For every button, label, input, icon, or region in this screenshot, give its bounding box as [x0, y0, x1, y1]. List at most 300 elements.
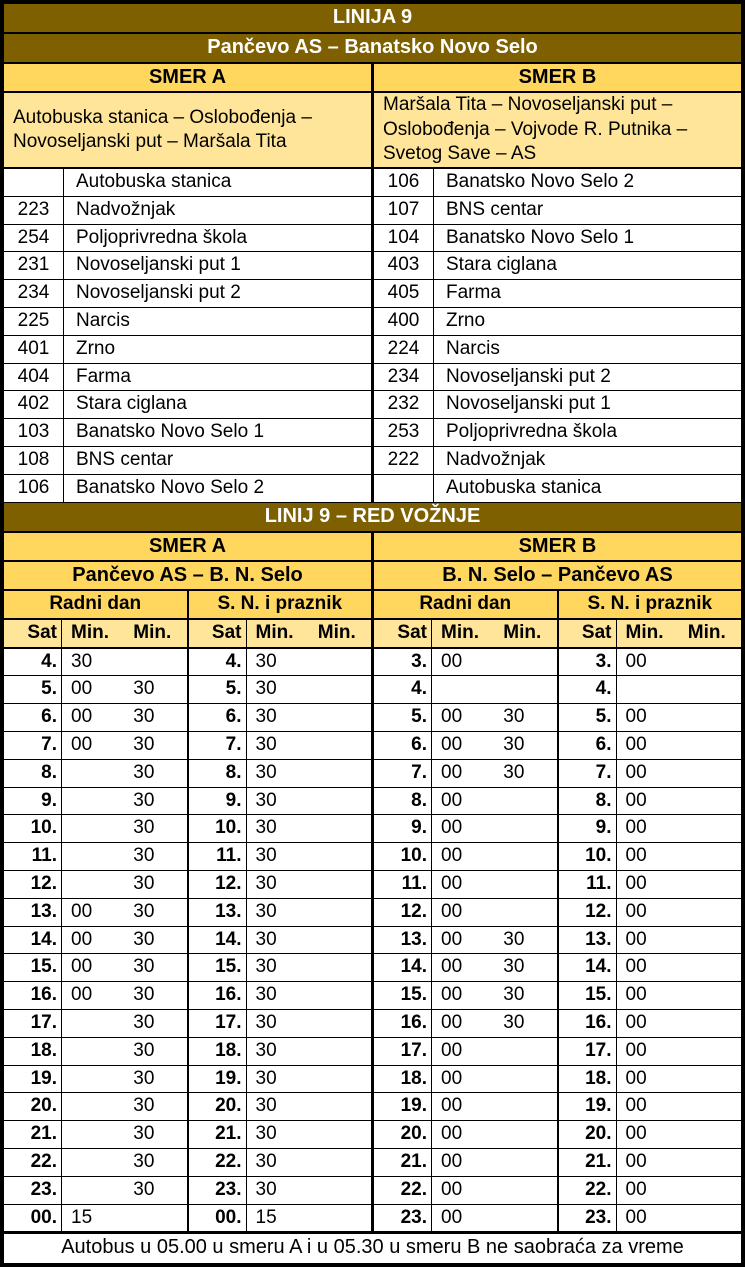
hour-cell: 17. — [4, 1010, 62, 1037]
station-code: 405 — [374, 280, 434, 307]
minute-value: 00 — [625, 1011, 647, 1033]
hour-cell: 16. — [4, 982, 62, 1009]
smer-a-header: SMER A — [148, 66, 227, 88]
minutes-cell — [62, 732, 187, 759]
hour-cell: 8. — [189, 760, 247, 787]
station-name: Banatsko Novo Selo 2 — [446, 171, 635, 192]
minute-value: 00 — [441, 1039, 463, 1061]
hour-cell: 5. — [559, 704, 617, 731]
minute-value: 30 — [133, 733, 155, 755]
minute-column-headers — [62, 620, 187, 647]
hour-cell: 11. — [4, 843, 62, 870]
station-smer-a — [4, 391, 371, 418]
minute-column-header: Min. — [317, 621, 356, 643]
station-code — [4, 169, 64, 196]
minute-value — [679, 760, 741, 787]
time-quadrant — [4, 676, 187, 703]
minute-value: 30 — [503, 928, 525, 950]
station-code: 234 — [374, 364, 434, 391]
minute-value — [62, 815, 124, 842]
minute-value: 30 — [255, 845, 277, 867]
time-quadrant — [371, 1149, 557, 1176]
minute-value: 30 — [133, 1123, 155, 1145]
hour-cell: 19. — [189, 1066, 247, 1093]
minutes-cell — [247, 788, 372, 815]
station-code: 225 — [4, 308, 64, 335]
time-quadrant — [4, 649, 187, 676]
hour-cell: 16. — [374, 1010, 432, 1037]
time-quadrant — [557, 899, 742, 926]
station-row — [4, 252, 741, 280]
minutes-cell — [62, 899, 187, 926]
station-smer-a — [4, 336, 371, 363]
minute-value: 00 — [441, 845, 463, 867]
minutes-cell — [432, 954, 557, 981]
time-quadrant — [371, 704, 557, 731]
minutes-cell — [247, 760, 372, 787]
minute-value: 30 — [133, 706, 155, 728]
minute-value — [62, 1093, 124, 1120]
station-row — [4, 169, 741, 197]
minute-value — [309, 788, 371, 815]
minutes-cell — [62, 649, 187, 676]
minutes-cell — [432, 649, 557, 676]
minute-value — [494, 871, 556, 898]
minute-value — [309, 1121, 371, 1148]
minute-value: 30 — [133, 872, 155, 894]
hour-cell: 8. — [559, 788, 617, 815]
minute-value: 00 — [625, 733, 647, 755]
station-smer-b — [371, 308, 741, 335]
minute-value: 30 — [255, 1039, 277, 1061]
hour-cell: 6. — [4, 704, 62, 731]
time-quadrant — [187, 899, 372, 926]
minute-value: 00 — [71, 706, 93, 728]
minutes-cell — [62, 1066, 187, 1093]
station-row — [4, 475, 741, 503]
minute-value: 30 — [255, 928, 277, 950]
time-quadrant — [187, 1093, 372, 1120]
time-quadrant — [371, 1066, 557, 1093]
timetable-row — [4, 649, 741, 677]
day-type-header-row — [4, 591, 741, 620]
hour-column-header: Sat — [189, 620, 247, 647]
station-row — [4, 197, 741, 225]
minute-value — [309, 1093, 371, 1120]
minutes-cell — [62, 1205, 187, 1232]
time-quadrant — [557, 843, 742, 870]
minutes-cell — [432, 1177, 557, 1204]
minutes-cell — [62, 982, 187, 1009]
minutes-cell — [617, 871, 742, 898]
minutes-cell — [432, 760, 557, 787]
minute-value — [679, 982, 741, 1009]
minute-value — [494, 649, 556, 676]
station-row — [4, 280, 741, 308]
time-quadrant — [187, 676, 372, 703]
time-quadrant — [4, 760, 187, 787]
minute-value: 30 — [133, 845, 155, 867]
time-quadrant — [557, 1093, 742, 1120]
schedule-direction-header-row — [4, 533, 741, 562]
minute-value — [679, 1205, 741, 1232]
minutes-cell — [617, 788, 742, 815]
hour-cell: 14. — [559, 954, 617, 981]
minute-value — [679, 815, 741, 842]
hour-cell: 3. — [559, 649, 617, 676]
station-name: Stara ciglana — [76, 393, 187, 415]
timetable-row — [4, 704, 741, 732]
time-quadrant — [557, 927, 742, 954]
time-quadrant — [187, 760, 372, 787]
day-type-workday-b: Radni dan — [371, 591, 557, 618]
hour-cell: 17. — [374, 1038, 432, 1065]
station-code: 224 — [374, 336, 434, 363]
hour-cell: 4. — [374, 676, 432, 703]
time-quadrant — [187, 954, 372, 981]
day-type-holiday-b: S. N. i praznik — [557, 591, 742, 618]
minute-value — [679, 1093, 741, 1120]
minutes-cell — [432, 1093, 557, 1120]
schedule-smer-a-route: Pančevo AS – B. N. Selo — [72, 563, 303, 586]
hour-cell: 12. — [374, 899, 432, 926]
minute-value: 00 — [441, 706, 463, 728]
time-quadrant — [557, 649, 742, 676]
minute-value — [679, 927, 741, 954]
hour-cell: 15. — [374, 982, 432, 1009]
minute-value: 00 — [441, 1095, 463, 1117]
minute-value: 00 — [625, 650, 647, 672]
minutes-cell — [432, 1066, 557, 1093]
station-name: Poljoprivredna škola — [446, 421, 618, 443]
minute-value — [309, 704, 371, 731]
minute-value: 00 — [71, 678, 93, 700]
minute-value — [309, 843, 371, 870]
header-quadrant-a-workday — [4, 620, 187, 647]
time-quadrant — [4, 1010, 187, 1037]
minutes-cell — [432, 1205, 557, 1232]
hour-cell: 3. — [374, 649, 432, 676]
time-quadrant — [4, 1149, 187, 1176]
time-quadrant — [4, 871, 187, 898]
minute-value — [494, 1121, 556, 1148]
station-smer-a — [4, 419, 371, 446]
minutes-cell — [247, 871, 372, 898]
timetable-row — [4, 1121, 741, 1149]
minute-value: 30 — [133, 900, 155, 922]
minute-value: 30 — [133, 956, 155, 978]
minute-value: 00 — [625, 956, 647, 978]
direction-header-row — [4, 64, 741, 93]
station-smer-b — [371, 197, 741, 224]
minutes-cell — [62, 871, 187, 898]
station-smer-b — [371, 169, 741, 196]
minutes-cell — [247, 676, 372, 703]
hour-cell: 5. — [189, 676, 247, 703]
minutes-cell — [617, 1093, 742, 1120]
footer-note: Autobus u 05.00 u smeru A i u 05.30 u smeru B ne saobraća za vreme — [4, 1232, 741, 1262]
minute-value — [494, 1205, 556, 1232]
station-smer-a — [4, 280, 371, 307]
hour-cell: 11. — [559, 871, 617, 898]
header-quadrant-b-holiday — [557, 620, 742, 647]
minutes-cell — [62, 704, 187, 731]
hour-cell: 4. — [4, 649, 62, 676]
minute-value — [679, 1177, 741, 1204]
smer-a-route-description: Autobuska stanica – Oslobođenja – Novoseljanski put – Maršala Tita — [13, 106, 312, 152]
time-quadrant — [371, 899, 557, 926]
minute-column-header: Min. — [255, 621, 294, 643]
minutes-cell — [432, 788, 557, 815]
station-name: Autobuska stanica — [76, 171, 232, 192]
minute-value: 30 — [255, 733, 277, 755]
time-quadrant — [557, 871, 742, 898]
minute-value: 00 — [441, 956, 463, 978]
station-smer-b — [371, 391, 741, 418]
time-quadrant — [371, 1010, 557, 1037]
minutes-cell — [617, 982, 742, 1009]
time-quadrant — [187, 788, 372, 815]
time-quadrant — [557, 982, 742, 1009]
timetable-row — [4, 843, 741, 871]
minute-value: 15 — [255, 1206, 277, 1228]
hour-cell: 18. — [189, 1038, 247, 1065]
timetable-row — [4, 982, 741, 1010]
station-name: Novoseljanski put 2 — [446, 365, 611, 387]
time-quadrant — [557, 954, 742, 981]
minute-value: 30 — [255, 789, 277, 811]
minute-value — [309, 871, 371, 898]
hour-cell: 21. — [374, 1149, 432, 1176]
day-type-workday-a: Radni dan — [49, 592, 142, 614]
minute-column-header: Min. — [133, 621, 172, 643]
minute-value: 00 — [625, 872, 647, 894]
time-quadrant — [187, 843, 372, 870]
station-smer-a — [4, 308, 371, 335]
minute-value: 30 — [255, 650, 277, 672]
station-code: 234 — [4, 280, 64, 307]
timetable-row — [4, 899, 741, 927]
hour-cell: 16. — [559, 1010, 617, 1037]
station-name: Farma — [76, 365, 131, 387]
hour-cell: 13. — [189, 899, 247, 926]
hour-cell: 13. — [374, 927, 432, 954]
minutes-cell — [247, 1038, 372, 1065]
schedule-smer-b-route: B. N. Selo – Pančevo AS — [371, 562, 741, 589]
time-quadrant — [557, 1038, 742, 1065]
time-quadrant — [371, 871, 557, 898]
station-code: 404 — [4, 364, 64, 391]
time-quadrant — [187, 1205, 372, 1232]
minutes-cell — [617, 1010, 742, 1037]
hour-cell: 8. — [374, 788, 432, 815]
minute-value: 00 — [625, 1150, 647, 1172]
time-quadrant — [187, 927, 372, 954]
minute-value: 00 — [625, 984, 647, 1006]
time-quadrant — [371, 760, 557, 787]
minute-value: 30 — [255, 956, 277, 978]
station-row — [4, 225, 741, 253]
time-quadrant — [187, 815, 372, 842]
hour-cell: 12. — [189, 871, 247, 898]
station-code: 107 — [374, 197, 434, 224]
minute-value: 00 — [441, 761, 463, 783]
minute-column-headers — [617, 620, 742, 647]
minutes-cell — [247, 1205, 372, 1232]
minutes-cell — [247, 927, 372, 954]
time-quadrant — [557, 732, 742, 759]
minute-value: 00 — [625, 1067, 647, 1089]
time-quadrant — [187, 871, 372, 898]
minutes-cell — [432, 704, 557, 731]
minute-value: 30 — [255, 817, 277, 839]
station-smer-b — [371, 419, 741, 446]
minute-value: 00 — [441, 1206, 463, 1228]
minute-value: 30 — [255, 761, 277, 783]
minutes-cell — [617, 1038, 742, 1065]
hour-cell: 15. — [559, 982, 617, 1009]
minute-value: 00 — [441, 789, 463, 811]
hour-cell: 14. — [4, 927, 62, 954]
minute-value: 30 — [503, 956, 525, 978]
time-quadrant — [187, 1177, 372, 1204]
hour-cell: 19. — [4, 1066, 62, 1093]
hour-cell: 7. — [559, 760, 617, 787]
minute-value — [679, 1121, 741, 1148]
minute-value — [309, 1038, 371, 1065]
minute-value: 00 — [625, 1039, 647, 1061]
time-quadrant — [371, 1177, 557, 1204]
minutes-cell — [617, 927, 742, 954]
minute-value — [62, 1066, 124, 1093]
hour-cell: 17. — [189, 1010, 247, 1037]
minutes-cell — [247, 899, 372, 926]
time-quadrant — [557, 760, 742, 787]
timetable-row — [4, 1093, 741, 1121]
minute-column-header: Min. — [441, 621, 479, 643]
station-row — [4, 391, 741, 419]
time-quadrant — [4, 1066, 187, 1093]
minute-value — [62, 1121, 124, 1148]
minute-value — [494, 1149, 556, 1176]
minutes-cell — [62, 788, 187, 815]
minutes-cell — [247, 1149, 372, 1176]
minute-value — [679, 1066, 741, 1093]
timetable-body — [4, 649, 741, 1233]
time-quadrant — [4, 815, 187, 842]
minute-value — [309, 982, 371, 1009]
minutes-cell — [617, 1205, 742, 1232]
minute-value — [617, 676, 679, 703]
minutes-cell — [247, 704, 372, 731]
minute-value: 30 — [503, 706, 525, 728]
time-quadrant — [187, 1038, 372, 1065]
time-quadrant — [187, 982, 372, 1009]
minute-column-header: Min. — [503, 621, 542, 643]
minutes-cell — [62, 843, 187, 870]
minute-value: 00 — [441, 1150, 463, 1172]
minutes-cell — [617, 704, 742, 731]
hour-cell: 12. — [4, 871, 62, 898]
schedule-title: LINIJ 9 – RED VOŽNJE — [4, 503, 741, 533]
time-quadrant — [4, 1205, 187, 1232]
minutes-cell — [62, 927, 187, 954]
minute-value: 00 — [441, 1123, 463, 1145]
minute-value: 30 — [255, 1123, 277, 1145]
time-quadrant — [371, 732, 557, 759]
station-name: Farma — [446, 282, 501, 304]
hour-cell: 4. — [559, 676, 617, 703]
time-quadrant — [557, 1177, 742, 1204]
hour-cell: 23. — [189, 1177, 247, 1204]
route-description-row — [4, 93, 741, 169]
station-smer-a — [4, 447, 371, 474]
minutes-cell — [247, 732, 372, 759]
minute-value — [494, 1093, 556, 1120]
minute-value — [309, 815, 371, 842]
station-row — [4, 364, 741, 392]
minute-column-header: Min. — [687, 621, 726, 643]
station-name: Zrno — [446, 309, 486, 331]
hour-column-header: Sat — [559, 620, 617, 647]
minute-value — [679, 732, 741, 759]
header-quadrant-a-holiday — [187, 620, 372, 647]
hour-cell: 12. — [559, 899, 617, 926]
hour-cell: 20. — [559, 1121, 617, 1148]
minute-value — [62, 871, 124, 898]
hour-cell: 11. — [374, 871, 432, 898]
minutes-cell — [432, 871, 557, 898]
minute-value: 30 — [255, 984, 277, 1006]
station-code: 106 — [4, 475, 64, 502]
station-code: 232 — [374, 391, 434, 418]
minute-value — [679, 649, 741, 676]
timetable-row — [4, 815, 741, 843]
minute-value: 00 — [71, 900, 93, 922]
minutes-cell — [432, 1038, 557, 1065]
schedule-smer-a-header: SMER A — [148, 534, 227, 557]
station-smer-a — [4, 225, 371, 252]
minute-value — [309, 676, 371, 703]
timetable-row — [4, 1177, 741, 1205]
minutes-cell — [617, 1121, 742, 1148]
minutes-cell — [247, 1066, 372, 1093]
hour-cell: 13. — [559, 927, 617, 954]
minutes-cell — [617, 1066, 742, 1093]
station-smer-a — [4, 364, 371, 391]
smer-b-route-description: Maršala Tita – Novoseljanski put – Oslobođenja – Vojvode R. Putnika – Svetog Save – AS — [371, 93, 741, 167]
time-quadrant — [557, 1121, 742, 1148]
minute-value: 30 — [71, 650, 93, 672]
line-route-title: Pančevo AS – Banatsko Novo Selo — [4, 34, 741, 64]
minute-value: 30 — [255, 1095, 277, 1117]
minutes-cell — [432, 982, 557, 1009]
hour-cell: 23. — [4, 1177, 62, 1204]
minute-value: 00 — [441, 928, 463, 950]
hour-cell: 22. — [4, 1149, 62, 1176]
minute-column-header: Min. — [71, 621, 109, 643]
time-quadrant — [4, 982, 187, 1009]
time-quadrant — [557, 1149, 742, 1176]
minute-column-header: Min. — [625, 621, 664, 643]
minute-value: 30 — [133, 1095, 155, 1117]
minutes-cell — [432, 927, 557, 954]
minute-value — [309, 1066, 371, 1093]
smer-b-header: SMER B — [371, 64, 741, 91]
minute-value — [494, 899, 556, 926]
hour-cell: 9. — [374, 815, 432, 842]
hour-cell: 21. — [189, 1121, 247, 1148]
